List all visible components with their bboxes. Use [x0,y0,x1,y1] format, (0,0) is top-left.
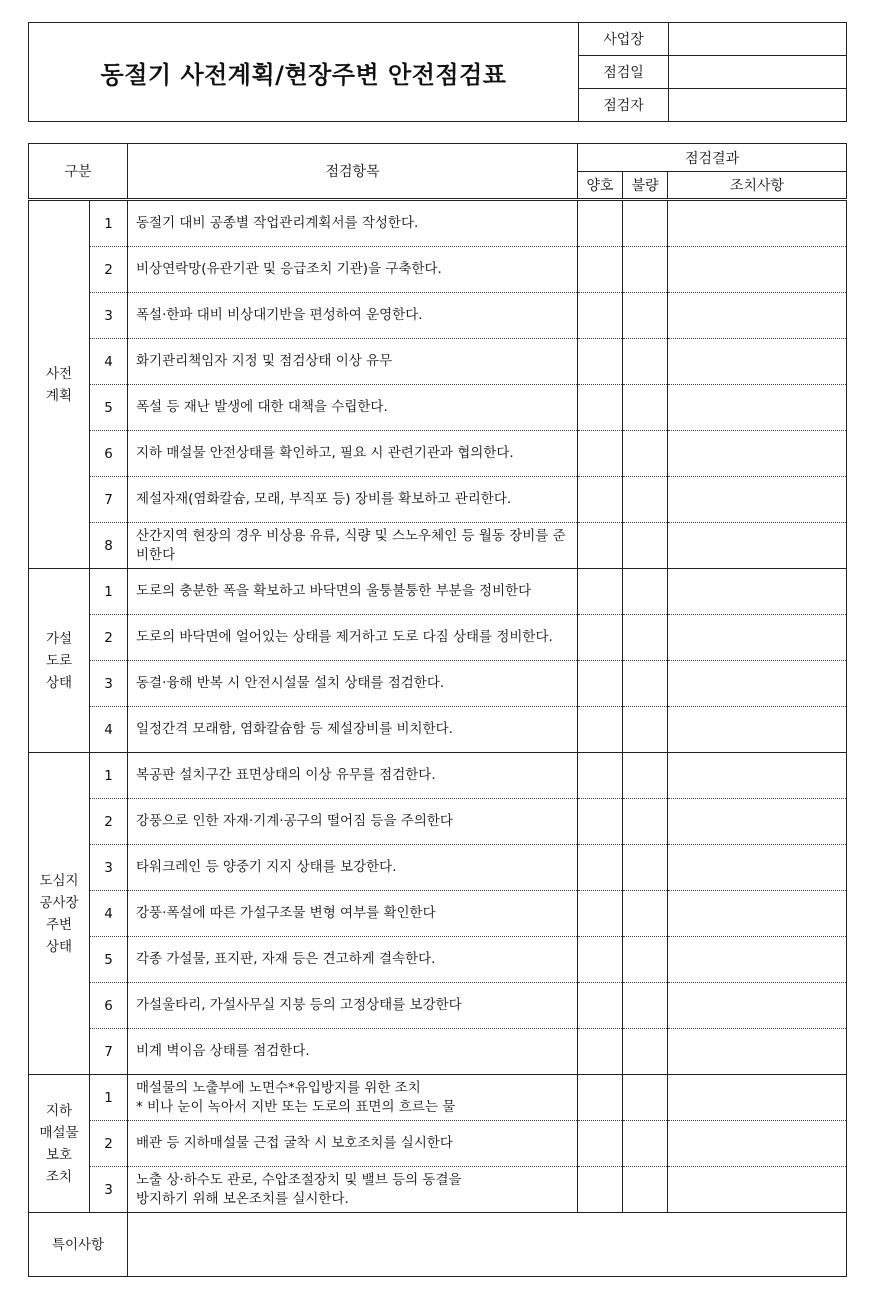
bad-header: 불량 [623,172,668,200]
bad-check[interactable] [623,707,668,753]
bad-check[interactable] [623,1075,668,1121]
item-number: 2 [90,615,128,661]
action-field[interactable] [668,1075,847,1121]
special-notes-field[interactable] [128,1213,847,1277]
item-header: 점검항목 [128,144,578,200]
good-check[interactable] [578,799,623,845]
item-text: 배관 등 지하매설물 근접 굴착 시 보호조치를 실시한다 [128,1121,578,1167]
checklist-body [29,200,847,1213]
action-field[interactable] [668,1121,847,1167]
bad-check[interactable] [623,385,668,431]
bad-check[interactable] [623,200,668,247]
item-number: 2 [90,799,128,845]
bad-check[interactable] [623,293,668,339]
good-check[interactable] [578,200,623,247]
page-title: 동절기 사전계획/현장주변 안전점검표 [29,23,579,122]
good-check[interactable] [578,1121,623,1167]
checklist-row [29,523,847,569]
good-check[interactable] [578,339,623,385]
action-field[interactable] [668,1029,847,1075]
checklist-row [29,615,847,661]
item-text: 동절기 대비 공종별 작업관리계획서를 작성한다. [128,200,578,247]
good-check[interactable] [578,247,623,293]
item-text: 강풍으로 인한 자재·기계·공구의 떨어짐 등을 주의한다 [128,799,578,845]
inspector-label: 점검자 [579,89,669,122]
site-field[interactable] [669,23,847,56]
item-text: 복공판 설치구간 표면상태의 이상 유무를 점검한다. [128,753,578,799]
action-field[interactable] [668,845,847,891]
action-field[interactable] [668,477,847,523]
bad-check[interactable] [623,937,668,983]
item-text: 비계 벽이음 상태를 점검한다. [128,1029,578,1075]
item-text: 동결·융해 반복 시 안전시설물 설치 상태를 점검한다. [128,661,578,707]
good-check[interactable] [578,1167,623,1213]
checklist-row [29,707,847,753]
good-check[interactable] [578,385,623,431]
action-field[interactable] [668,937,847,983]
category-header: 구분 [29,144,128,200]
item-number: 2 [90,1121,128,1167]
good-check[interactable] [578,1029,623,1075]
checklist-row [29,937,847,983]
good-check[interactable] [578,983,623,1029]
bad-check[interactable] [623,1029,668,1075]
header-table [28,22,847,122]
good-check[interactable] [578,707,623,753]
good-check[interactable] [578,615,623,661]
section-label: 사전 계획 [29,200,90,569]
section-label: 가설 도로 상태 [29,569,90,753]
item-text: 도로의 바닥면에 얼어있는 상태를 제거하고 도로 다짐 상태를 정비한다. [128,615,578,661]
action-field[interactable] [668,707,847,753]
checklist-row [29,845,847,891]
action-field[interactable] [668,983,847,1029]
bad-check[interactable] [623,983,668,1029]
checklist-row [29,753,847,799]
checklist-row [29,385,847,431]
bad-check[interactable] [623,431,668,477]
item-number: 4 [90,339,128,385]
site-label: 사업장 [579,23,669,56]
item-number: 6 [90,983,128,1029]
checklist-row [29,569,847,615]
checklist-row [29,1075,847,1121]
item-text: 화기관리책임자 지정 및 점검상태 이상 유무 [128,339,578,385]
item-number: 4 [90,891,128,937]
good-check[interactable] [578,431,623,477]
item-text: 노출 상·하수도 관로, 수압조절장치 및 밸브 등의 동결을 방지하기 위해 보온조치를 실시한다. [128,1167,578,1213]
action-header: 조치사항 [668,172,847,200]
checklist-table [28,143,847,1277]
item-number: 1 [90,1075,128,1121]
action-field[interactable] [668,569,847,615]
good-check[interactable] [578,569,623,615]
item-number: 6 [90,431,128,477]
bad-check[interactable] [623,661,668,707]
checklist-row [29,339,847,385]
section-label: 지하 매설물 보호 조치 [29,1075,90,1213]
good-check[interactable] [578,753,623,799]
item-text: 산간지역 현장의 경우 비상용 유류, 식량 및 스노우체인 등 월동 장비를 준비한다 [128,523,578,569]
bad-check[interactable] [623,891,668,937]
item-text: 폭설 등 재난 발생에 대한 대책을 수립한다. [128,385,578,431]
item-text: 일정간격 모래함, 염화칼슘함 등 제설장비를 비치한다. [128,707,578,753]
action-field[interactable] [668,293,847,339]
item-number: 3 [90,293,128,339]
good-check[interactable] [578,293,623,339]
item-number: 4 [90,707,128,753]
item-number: 7 [90,477,128,523]
bad-check[interactable] [623,753,668,799]
action-field[interactable] [668,615,847,661]
special-notes-label: 특이사항 [29,1213,128,1277]
bad-check[interactable] [623,1121,668,1167]
item-number: 1 [90,753,128,799]
item-number: 1 [90,569,128,615]
action-field[interactable] [668,431,847,477]
action-field[interactable] [668,799,847,845]
bad-check[interactable] [623,569,668,615]
bad-check[interactable] [623,339,668,385]
item-text: 매설물의 노출부에 노면수*유입방지를 위한 조치 * 비나 눈이 녹아서 지반 또는 도로의 표면의 흐르는 물 [128,1075,578,1121]
action-field[interactable] [668,247,847,293]
action-field[interactable] [668,891,847,937]
checklist-row [29,431,847,477]
item-text: 타워크레인 등 양중기 지지 상태를 보강한다. [128,845,578,891]
bad-check[interactable] [623,477,668,523]
item-text: 강풍·폭설에 따른 가설구조물 변형 여부를 확인한다 [128,891,578,937]
good-check[interactable] [578,1075,623,1121]
checklist-row [29,293,847,339]
inspection-date-field[interactable] [669,56,847,89]
checklist-row [29,1167,847,1213]
section-label: 도심지 공사장 주변 상태 [29,753,90,1075]
item-text: 각종 가설물, 표지판, 자재 등은 견고하게 결속한다. [128,937,578,983]
action-field[interactable] [668,753,847,799]
action-field[interactable] [668,661,847,707]
item-text: 폭설·한파 대비 비상대기반을 편성하여 운영한다. [128,293,578,339]
bad-check[interactable] [623,615,668,661]
item-number: 1 [90,200,128,247]
item-number: 7 [90,1029,128,1075]
action-field[interactable] [668,200,847,247]
good-check[interactable] [578,523,623,569]
inspection-date-label: 점검일 [579,56,669,89]
item-text: 비상연락망(유관기관 및 응급조치 기관)을 구축한다. [128,247,578,293]
good-check[interactable] [578,937,623,983]
checklist-row [29,1121,847,1167]
item-number: 2 [90,247,128,293]
checklist-row [29,661,847,707]
inspector-field[interactable] [669,89,847,122]
bad-check[interactable] [623,845,668,891]
action-field[interactable] [668,385,847,431]
checklist-row [29,799,847,845]
bad-check[interactable] [623,523,668,569]
item-text: 제설자재(염화칼슘, 모래, 부직포 등) 장비를 확보하고 관리한다. [128,477,578,523]
item-text: 도로의 충분한 폭을 확보하고 바닥면의 울퉁불퉁한 부분을 정비한다 [128,569,578,615]
item-number: 3 [90,845,128,891]
good-check[interactable] [578,661,623,707]
action-field[interactable] [668,523,847,569]
result-header: 점검결과 [578,144,847,172]
bad-check[interactable] [623,799,668,845]
action-field[interactable] [668,1167,847,1213]
good-check[interactable] [578,477,623,523]
checklist-row [29,891,847,937]
item-number: 5 [90,937,128,983]
item-text: 가설울타리, 가설사무실 지붕 등의 고정상태를 보강한다 [128,983,578,1029]
checklist-row [29,983,847,1029]
good-check[interactable] [578,845,623,891]
item-number: 3 [90,661,128,707]
checklist-row [29,477,847,523]
checklist-row [29,1029,847,1075]
good-check[interactable] [578,891,623,937]
bad-check[interactable] [623,1167,668,1213]
bad-check[interactable] [623,247,668,293]
item-number: 5 [90,385,128,431]
good-header: 양호 [578,172,623,200]
item-number: 3 [90,1167,128,1213]
checklist-row [29,200,847,247]
item-text: 지하 매설물 안전상태를 확인하고, 필요 시 관련기관과 협의한다. [128,431,578,477]
action-field[interactable] [668,339,847,385]
checklist-row [29,247,847,293]
item-number: 8 [90,523,128,569]
